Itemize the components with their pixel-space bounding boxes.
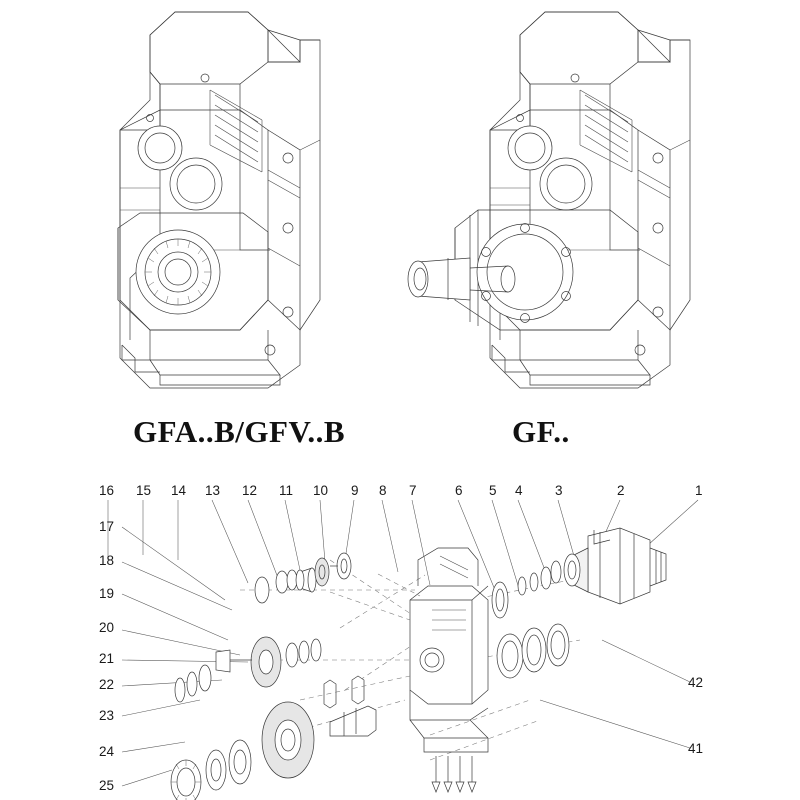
callout-21: 21 (99, 651, 115, 666)
callout-17: 17 (99, 519, 115, 534)
housing-center (410, 548, 488, 792)
callout-42: 42 (688, 675, 704, 690)
callout-23: 23 (99, 708, 115, 723)
motor-assembly (564, 528, 666, 604)
callout-19: 19 (99, 586, 115, 601)
callout-2: 2 (617, 483, 625, 498)
callout-20: 20 (99, 620, 115, 635)
gearbox-left-body (118, 12, 320, 388)
gearbox-right-body (408, 12, 690, 388)
callout-12: 12 (242, 483, 258, 498)
exploded-assembly (108, 500, 698, 800)
callout-8: 8 (379, 483, 387, 498)
callout-6: 6 (455, 483, 463, 498)
callout-13: 13 (205, 483, 221, 498)
caption-right: GF.. (512, 414, 570, 449)
callout-1: 1 (695, 483, 703, 498)
callout-25: 25 (99, 778, 115, 793)
callout-10: 10 (313, 483, 329, 498)
callout-11: 11 (279, 483, 294, 498)
callout-24: 24 (99, 744, 115, 759)
callout-4: 4 (515, 483, 523, 498)
caption-left: GFA..B/GFV..B (133, 414, 346, 449)
callout-15: 15 (136, 483, 152, 498)
callout-16: 16 (99, 483, 115, 498)
callout-22: 22 (99, 677, 115, 692)
callout-14: 14 (171, 483, 187, 498)
callout-7: 7 (409, 483, 417, 498)
callout-5: 5 (489, 483, 497, 498)
callout-41: 41 (688, 741, 704, 756)
callout-3: 3 (555, 483, 563, 498)
callout-18: 18 (99, 553, 115, 568)
callout-9: 9 (351, 483, 359, 498)
